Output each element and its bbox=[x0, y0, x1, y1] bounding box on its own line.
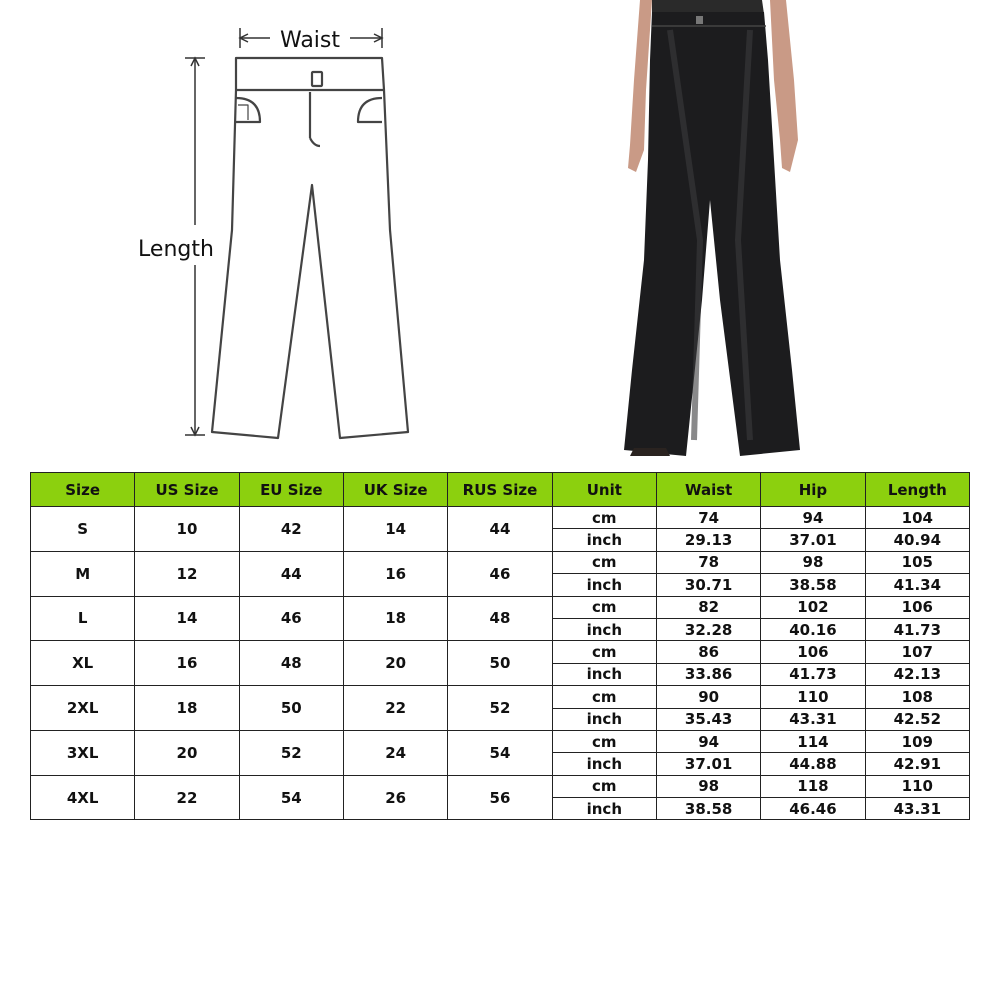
size-cell: 2XL bbox=[31, 686, 135, 731]
column-header: Hip bbox=[761, 473, 865, 507]
unit-cell: cm bbox=[552, 551, 656, 573]
hip-cell: 98 bbox=[761, 551, 865, 573]
model-photo bbox=[610, 0, 810, 460]
rus-size-cell: 50 bbox=[448, 641, 552, 686]
rus-size-cell: 52 bbox=[448, 686, 552, 731]
waist-cell: 35.43 bbox=[656, 708, 760, 730]
size-cell: M bbox=[31, 551, 135, 596]
hip-cell: 43.31 bbox=[761, 708, 865, 730]
unit-cell: inch bbox=[552, 618, 656, 640]
us-size-cell: 16 bbox=[135, 641, 239, 686]
uk-size-cell: 16 bbox=[343, 551, 447, 596]
unit-cell: cm bbox=[552, 730, 656, 752]
hip-cell: 38.58 bbox=[761, 574, 865, 596]
table-row bbox=[31, 507, 970, 529]
uk-size-cell: 18 bbox=[343, 596, 447, 641]
us-size-cell: 10 bbox=[135, 507, 239, 552]
waist-cell: 94 bbox=[656, 730, 760, 752]
jeans bbox=[624, 12, 800, 456]
pants-outline bbox=[212, 58, 408, 438]
eu-size-cell: 52 bbox=[239, 730, 343, 775]
rus-size-cell: 46 bbox=[448, 551, 552, 596]
waist-cell: 29.13 bbox=[656, 529, 760, 551]
unit-cell: inch bbox=[552, 529, 656, 551]
hip-cell: 102 bbox=[761, 596, 865, 618]
waist-label: Waist bbox=[279, 28, 341, 53]
unit-cell: inch bbox=[552, 708, 656, 730]
rus-size-cell: 48 bbox=[448, 596, 552, 641]
length-cell: 108 bbox=[865, 686, 969, 708]
size-cell: L bbox=[31, 596, 135, 641]
size-chart-table bbox=[30, 472, 970, 820]
waist-cell: 33.86 bbox=[656, 663, 760, 685]
shirt bbox=[652, 0, 764, 14]
hip-cell: 41.73 bbox=[761, 663, 865, 685]
unit-cell: inch bbox=[552, 574, 656, 596]
length-cell: 110 bbox=[865, 775, 969, 797]
hip-cell: 44.88 bbox=[761, 753, 865, 775]
hip-cell: 46.46 bbox=[761, 798, 865, 820]
us-size-cell: 22 bbox=[135, 775, 239, 820]
column-header: EU Size bbox=[239, 473, 343, 507]
waist-cell: 98 bbox=[656, 775, 760, 797]
hip-cell: 106 bbox=[761, 641, 865, 663]
length-cell: 42.52 bbox=[865, 708, 969, 730]
waist-cell: 90 bbox=[656, 686, 760, 708]
hip-cell: 110 bbox=[761, 686, 865, 708]
length-cell: 41.34 bbox=[865, 574, 969, 596]
table-row bbox=[31, 596, 970, 618]
uk-size-cell: 14 bbox=[343, 507, 447, 552]
uk-size-cell: 26 bbox=[343, 775, 447, 820]
unit-cell: cm bbox=[552, 775, 656, 797]
us-size-cell: 20 bbox=[135, 730, 239, 775]
size-cell: 4XL bbox=[31, 775, 135, 820]
column-header: Waist bbox=[656, 473, 760, 507]
length-cell: 43.31 bbox=[865, 798, 969, 820]
unit-cell: cm bbox=[552, 686, 656, 708]
waist-cell: 86 bbox=[656, 641, 760, 663]
table-row bbox=[31, 641, 970, 663]
uk-size-cell: 24 bbox=[343, 730, 447, 775]
unit-cell: inch bbox=[552, 663, 656, 685]
length-cell: 105 bbox=[865, 551, 969, 573]
us-size-cell: 18 bbox=[135, 686, 239, 731]
pants-measurement-diagram bbox=[120, 20, 420, 450]
hip-cell: 114 bbox=[761, 730, 865, 752]
table-row bbox=[31, 551, 970, 573]
hip-cell: 94 bbox=[761, 507, 865, 529]
hip-cell: 40.16 bbox=[761, 618, 865, 640]
length-cell: 106 bbox=[865, 596, 969, 618]
size-cell: XL bbox=[31, 641, 135, 686]
length-cell: 40.94 bbox=[865, 529, 969, 551]
length-cell: 107 bbox=[865, 641, 969, 663]
uk-size-cell: 22 bbox=[343, 686, 447, 731]
unit-cell: cm bbox=[552, 507, 656, 529]
unit-cell: cm bbox=[552, 596, 656, 618]
waist-cell: 32.28 bbox=[656, 618, 760, 640]
column-header: RUS Size bbox=[448, 473, 552, 507]
eu-size-cell: 54 bbox=[239, 775, 343, 820]
waist-cell: 37.01 bbox=[656, 753, 760, 775]
column-header: Size bbox=[31, 473, 135, 507]
length-cell: 104 bbox=[865, 507, 969, 529]
length-cell: 109 bbox=[865, 730, 969, 752]
length-label: Length bbox=[138, 237, 214, 262]
waist-cell: 78 bbox=[656, 551, 760, 573]
unit-cell: cm bbox=[552, 641, 656, 663]
eu-size-cell: 44 bbox=[239, 551, 343, 596]
rus-size-cell: 44 bbox=[448, 507, 552, 552]
eu-size-cell: 46 bbox=[239, 596, 343, 641]
column-header: Length bbox=[865, 473, 969, 507]
us-size-cell: 14 bbox=[135, 596, 239, 641]
size-cell: 3XL bbox=[31, 730, 135, 775]
unit-cell: inch bbox=[552, 798, 656, 820]
eu-size-cell: 48 bbox=[239, 641, 343, 686]
size-cell: S bbox=[31, 507, 135, 552]
rus-size-cell: 56 bbox=[448, 775, 552, 820]
eu-size-cell: 50 bbox=[239, 686, 343, 731]
us-size-cell: 12 bbox=[135, 551, 239, 596]
table-header-row bbox=[31, 473, 970, 507]
eu-size-cell: 42 bbox=[239, 507, 343, 552]
length-cell: 42.91 bbox=[865, 753, 969, 775]
unit-cell: inch bbox=[552, 753, 656, 775]
hip-cell: 118 bbox=[761, 775, 865, 797]
table-row bbox=[31, 730, 970, 752]
feet bbox=[630, 448, 670, 456]
hip-cell: 37.01 bbox=[761, 529, 865, 551]
waist-cell: 30.71 bbox=[656, 574, 760, 596]
waist-cell: 82 bbox=[656, 596, 760, 618]
rus-size-cell: 54 bbox=[448, 730, 552, 775]
column-header: UK Size bbox=[343, 473, 447, 507]
right-arm bbox=[770, 0, 798, 172]
table-row bbox=[31, 775, 970, 797]
uk-size-cell: 20 bbox=[343, 641, 447, 686]
column-header: Unit bbox=[552, 473, 656, 507]
length-cell: 41.73 bbox=[865, 618, 969, 640]
column-header: US Size bbox=[135, 473, 239, 507]
waist-cell: 74 bbox=[656, 507, 760, 529]
table-row bbox=[31, 686, 970, 708]
waist-cell: 38.58 bbox=[656, 798, 760, 820]
length-cell: 42.13 bbox=[865, 663, 969, 685]
